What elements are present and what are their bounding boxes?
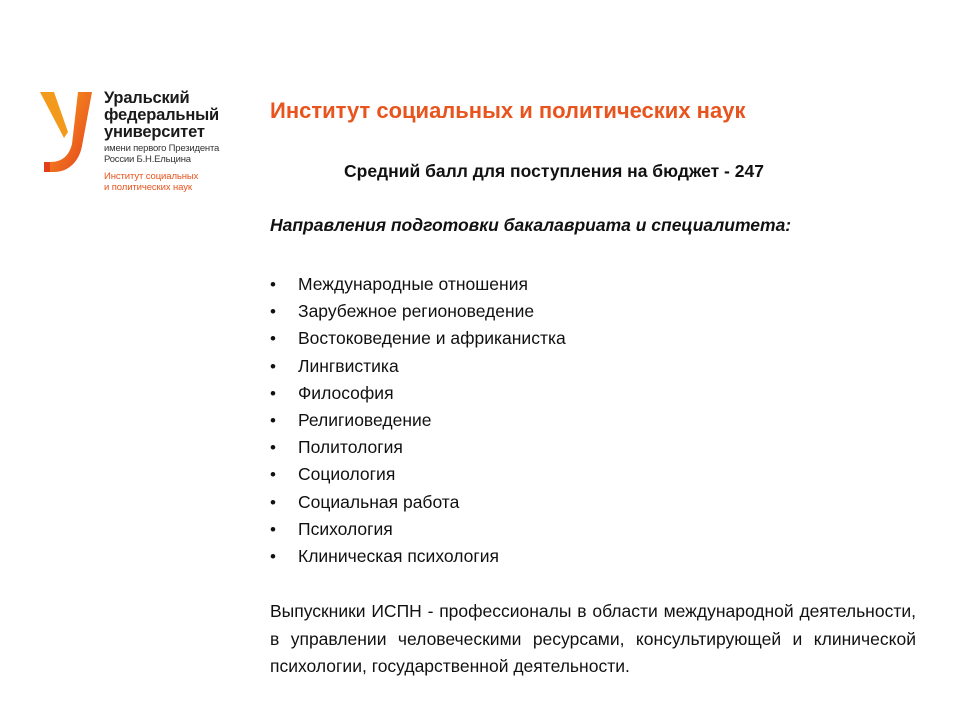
bullet-icon: • — [270, 492, 276, 512]
ural-u-logo-icon — [38, 88, 98, 174]
directions-heading: Направления подготовки бакалавриата и специалитета: — [270, 215, 792, 235]
logo-name-line-2: федеральный — [104, 106, 219, 124]
list-item — [270, 325, 566, 352]
logo-name-line-1: Уральский — [104, 89, 190, 107]
bullet-icon: • — [270, 547, 276, 567]
logo-institute-line-1: Институт социальных — [104, 171, 199, 182]
direction-label: Политология — [298, 437, 403, 458]
direction-label: Лингвистика — [298, 355, 399, 376]
bullet-icon: • — [270, 329, 276, 349]
logo-name-line-3: университет — [104, 123, 205, 141]
list-item — [270, 407, 566, 434]
bullet-icon: • — [270, 302, 276, 322]
direction-label: Социальная работа — [298, 491, 460, 512]
list-item — [270, 380, 566, 407]
bullet-icon: • — [270, 465, 276, 485]
logo-subtitle-line-2: России Б.Н.Ельцина — [104, 154, 191, 165]
list-item — [270, 271, 566, 298]
bullet-icon: • — [270, 356, 276, 376]
direction-label: Востоковедение и африканистка — [298, 328, 566, 349]
direction-label: Клиническая психология — [298, 546, 500, 567]
bullet-icon: • — [270, 383, 276, 403]
list-item — [270, 434, 566, 461]
logo-institute-line-2: и политических наук — [104, 182, 192, 193]
direction-label: Философия — [298, 382, 394, 403]
bullet-icon: • — [270, 519, 276, 539]
page-title: Институт социальных и политических наук — [270, 98, 746, 123]
bullet-icon: • — [270, 438, 276, 458]
list-item — [270, 461, 566, 488]
list-item — [270, 298, 566, 325]
logo-subtitle-line-1: имени первого Президента — [104, 143, 220, 154]
direction-label: Зарубежное регионоведение — [298, 301, 535, 322]
direction-label: Социология — [298, 464, 396, 485]
direction-label: Психология — [298, 518, 393, 539]
list-item — [270, 353, 566, 380]
university-logo — [38, 88, 238, 208]
direction-label: Религиоведение — [298, 410, 432, 431]
bullet-icon: • — [270, 411, 276, 431]
list-item — [270, 543, 566, 570]
directions-list — [270, 271, 566, 570]
bullet-icon: • — [270, 275, 276, 294]
graduates-description: Выпускники ИСПН - профессионалы в области международной деятельности, в управлении человеческими ресурсами, консультирующей и клинической психологии, государственной деятельности. — [270, 601, 916, 676]
list-item — [270, 516, 566, 543]
list-item — [270, 489, 566, 516]
average-score-subtitle: Средний балл для поступления на бюджет - 247 — [344, 161, 764, 181]
direction-label: Международные отношения — [298, 274, 528, 294]
